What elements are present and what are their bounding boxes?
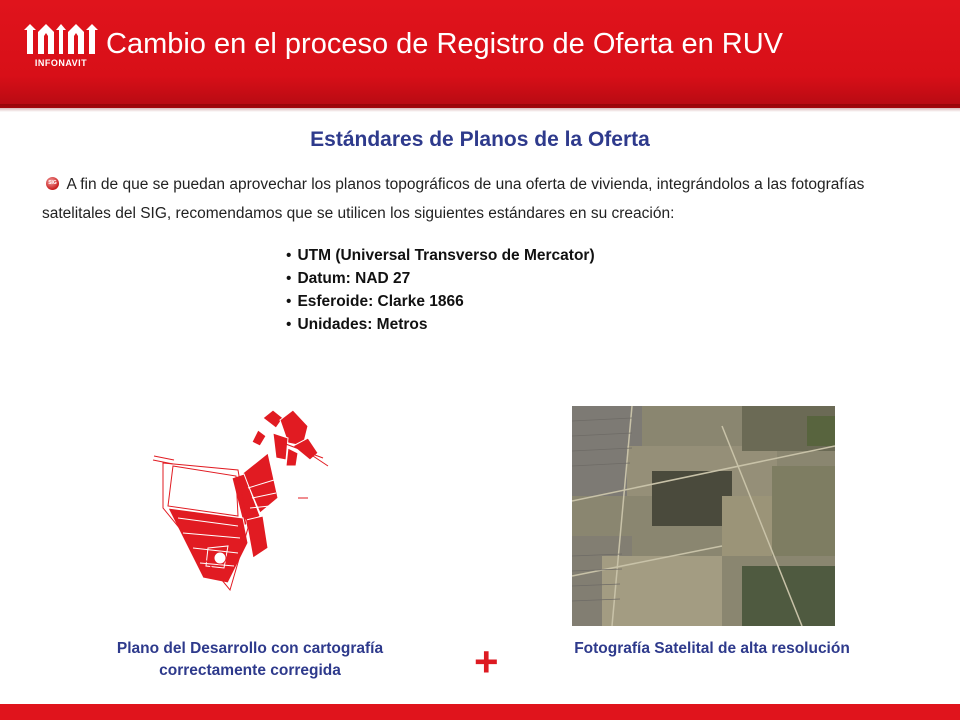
standards-list: [286, 244, 595, 336]
section-title: Estándares de Planos de la Oferta: [310, 128, 650, 151]
footer-bar: [0, 704, 960, 720]
standard-item: • Esferoide: Clarke 1866: [286, 290, 595, 313]
standard-item: • UTM (Universal Transverso de Mercator): [286, 244, 595, 267]
plus-sign: +: [474, 638, 499, 685]
header-shadow: [0, 104, 960, 112]
sig-icon-text: SIG: [48, 180, 57, 186]
standard-item: • Unidades: Metros: [286, 313, 595, 336]
header-bar: [0, 0, 960, 108]
development-plan-image: [148, 398, 348, 608]
page-title: Cambio en el proceso de Registro de Oferta en RUV: [106, 28, 784, 60]
photo-caption: Fotografía Satelital de alta resolución: [574, 640, 850, 657]
standard-item: • Datum: NAD 27: [286, 267, 595, 290]
intro-paragraph: [42, 170, 922, 228]
plan-caption: Plano del Desarrollo con cartografía correctamente corregida: [116, 640, 384, 679]
sig-icon: [46, 177, 59, 190]
intro-text: A fin de que se puedan aprovechar los planos topográficos de una oferta de vivienda, integrándolos a las fotografías satelitales del SIG, recomendamos que se utilicen los siguientes estándares en su creación:: [42, 176, 865, 222]
logo-text: INFONAVIT: [34, 58, 88, 68]
satellite-photo-image: [572, 406, 835, 626]
